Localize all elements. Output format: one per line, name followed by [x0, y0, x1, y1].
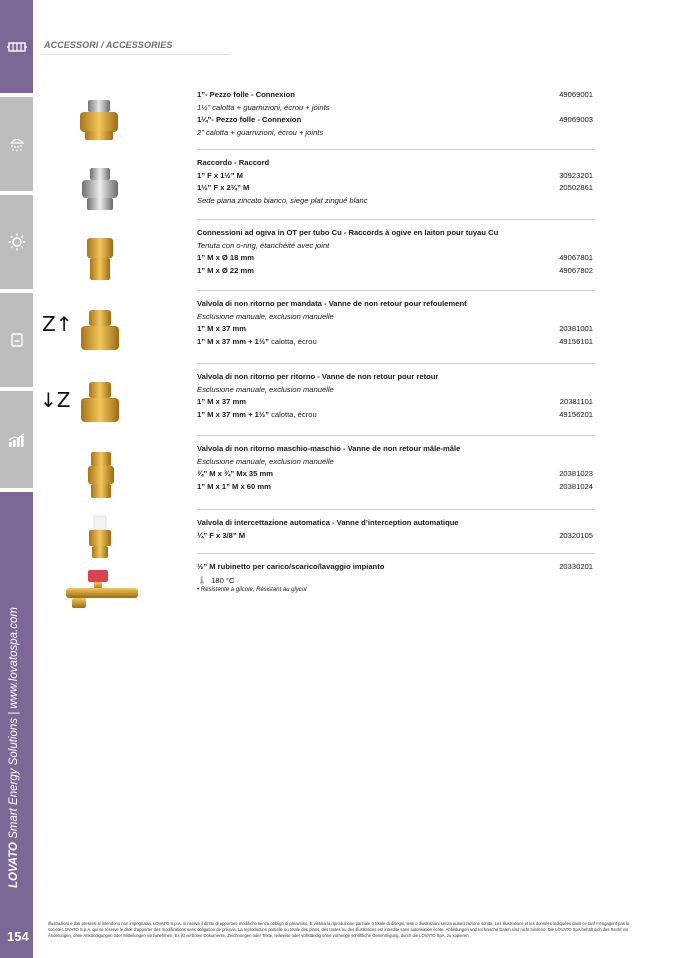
auto-shutoff-valve-image	[86, 514, 114, 560]
product-line: 1” M x Ø 22 mm 49067802	[197, 265, 595, 278]
product-line: Valvola di non ritorno per ritorno - Vanne de non retour pour retour	[197, 372, 439, 381]
product-line: Esclusione manuale, exclusion manuelle	[197, 384, 334, 394]
product-line: ¼” F x 3/8” M 20320105	[197, 530, 595, 543]
legal-disclaimer: Illustrazioni e dati presenti si intendono non impegnativi. LOVATO S.p.A. si riserva il diritto di apportare modifiche senza obbligo di preavviso. È vietata la riproduzione parziale o totale di disegni, testi o illustrazioni senza autorizzazione scritta. Les illustrations et les données indiquées dans ce tarif n’engagent pas la société LOVATO S.p.A. qui se réserve le droit d’apporter des modifications sans obligation de préavis. La reproduction partielle ou totale des plans, des textes ou des illustrations est interdite sans autorisation écrite. Abbildungen und technische Daten sind nicht bindend. Die LOVATO SpA behält sich das Recht vor Änderungen, ohne Ankündigungen oder Mitteilungen vorzunehmen. Es ist verboten Dokumente, Zeichnungen oder Texte, teilweise oder vollständig ohne vorherige schriftliche Genehmigung, durch die LOVATO SpA, zu kopieren.	[48, 921, 630, 938]
male-male-check-valve-image	[86, 450, 116, 500]
sidebar-tab-boiler[interactable]	[0, 293, 33, 387]
temperature-value: 180 °C	[211, 575, 235, 585]
header-divider	[42, 54, 230, 55]
chart-icon	[8, 433, 26, 447]
product-line: Tenuta con o-ring, étanchéité avec joint	[197, 240, 330, 250]
product-line: Raccordo - Raccord	[197, 158, 270, 167]
product-line: 1” M x 37 mm 20381101	[197, 396, 595, 409]
sidebar	[0, 0, 33, 958]
divider	[197, 363, 595, 364]
boiler-icon	[10, 332, 24, 348]
product-code: 49156201	[559, 409, 593, 419]
divider	[197, 219, 595, 220]
product-line: Esclusione manuale, exclusion manuelle	[197, 311, 334, 321]
section-header: ACCESSORI / ACCESSORIES	[44, 40, 173, 50]
product-line: 1½” calotta + guarnizioni, écrou + joints	[197, 102, 330, 112]
product-line: 1” M x 1” M x 60 mm 20381024	[197, 481, 595, 494]
olive-connection-image	[83, 236, 117, 282]
product-line: 1” F x 1½” M 30923201	[197, 170, 595, 183]
sidebar-tab-performance[interactable]	[0, 391, 33, 488]
product-raccordo	[197, 157, 595, 207]
product-line: 1” M x Ø 18 mm 49067801	[197, 252, 595, 265]
brand-vertical-text: LOVATO Smart Energy Solutions | www.lovatospa.com	[8, 606, 20, 888]
divider	[197, 290, 595, 291]
product-line: 1¼”- Pezzo folle - Connexion 49069003	[197, 114, 595, 127]
sidebar-tab-shower[interactable]	[0, 97, 33, 191]
product-code: 20502861	[559, 183, 593, 193]
product-check-valve-return	[197, 371, 595, 421]
union-fitting-image	[76, 98, 122, 142]
product-line: 1” M x 37 mm 20381001	[197, 323, 595, 336]
product-line: Valvola di intercettazione automatica - Vanne d’interception automatique	[197, 518, 459, 527]
product-line: ½” M rubinetto per carico/scarico/lavaggio impianto 20330201	[197, 561, 595, 574]
shower-icon	[8, 136, 26, 152]
product-code: 20330201	[559, 562, 593, 571]
product-code: 20381023	[559, 469, 593, 479]
divider	[197, 149, 595, 150]
product-line: 1” M x 37 mm + 1½” calotta, écrou 49156101	[197, 336, 595, 349]
product-line: Valvola di non ritorno maschio-maschio - Vanne de non retour mâle-mâle	[197, 444, 461, 453]
divider	[197, 435, 595, 436]
product-line: 2” calotta + guarnizioni, écrou + joints	[197, 127, 324, 137]
product-auto-shutoff	[197, 517, 595, 542]
product-line: 1½” F x 2¼” M 20502861	[197, 182, 595, 195]
divider	[197, 509, 595, 510]
page-number: 154	[7, 929, 29, 944]
product-code: 30923201	[559, 170, 593, 180]
product-code: 20381024	[559, 481, 593, 491]
product-union	[197, 89, 595, 139]
product-check-valve-delivery	[197, 298, 595, 348]
drain-cock-image	[64, 568, 140, 612]
product-line: Esclusione manuale, exclusion manuelle	[197, 456, 334, 466]
product-code: 20381001	[559, 324, 593, 334]
thermometer-icon: 🌡	[197, 575, 208, 585]
product-code: 49069001	[559, 90, 593, 99]
radiator-icon	[7, 40, 27, 54]
sun-icon	[8, 233, 26, 251]
product-code: 49156101	[559, 336, 593, 346]
divider	[197, 553, 595, 554]
product-code: 20381101	[559, 397, 593, 407]
product-code: 49069003	[559, 115, 593, 125]
product-male-male-valve	[197, 443, 595, 493]
product-drain-cock	[197, 561, 595, 593]
product-line: 1” M x 37 mm + 1½” calotta, écrou 49156201	[197, 409, 595, 422]
flow-down-label: ↓Z	[40, 388, 71, 412]
product-line: ¾” M x ¾” Mx 35 mm 20381023	[197, 468, 595, 481]
product-code: 49067802	[559, 265, 593, 275]
product-code: 49067801	[559, 253, 593, 263]
flow-up-label: Z↑	[42, 312, 73, 336]
check-valve-return-image	[77, 380, 123, 426]
product-ogiva	[197, 227, 595, 277]
product-line: 1”- Pezzo folle - Connexion 49069001	[197, 89, 595, 102]
sidebar-tab-solar[interactable]	[0, 195, 33, 289]
sidebar-tab-radiators[interactable]	[0, 0, 33, 93]
product-line: Connessioni ad ogiva in OT per tubo Cu - Raccords à ogive en laiton pour tuyau Cu	[197, 228, 499, 237]
chrome-reducer-image	[78, 166, 122, 214]
product-code: 20320105	[559, 530, 593, 540]
check-valve-delivery-image	[77, 308, 123, 354]
product-line: Valvola di non ritorno per mandata - Vanne de non retour pour refoulement	[197, 299, 467, 308]
product-line: Sede piana zincato bianco, siege plat zingué blanc	[197, 195, 368, 205]
temperature-row	[197, 574, 595, 587]
product-note: • Resistente a glicole, Résistant au glycol	[197, 586, 307, 593]
